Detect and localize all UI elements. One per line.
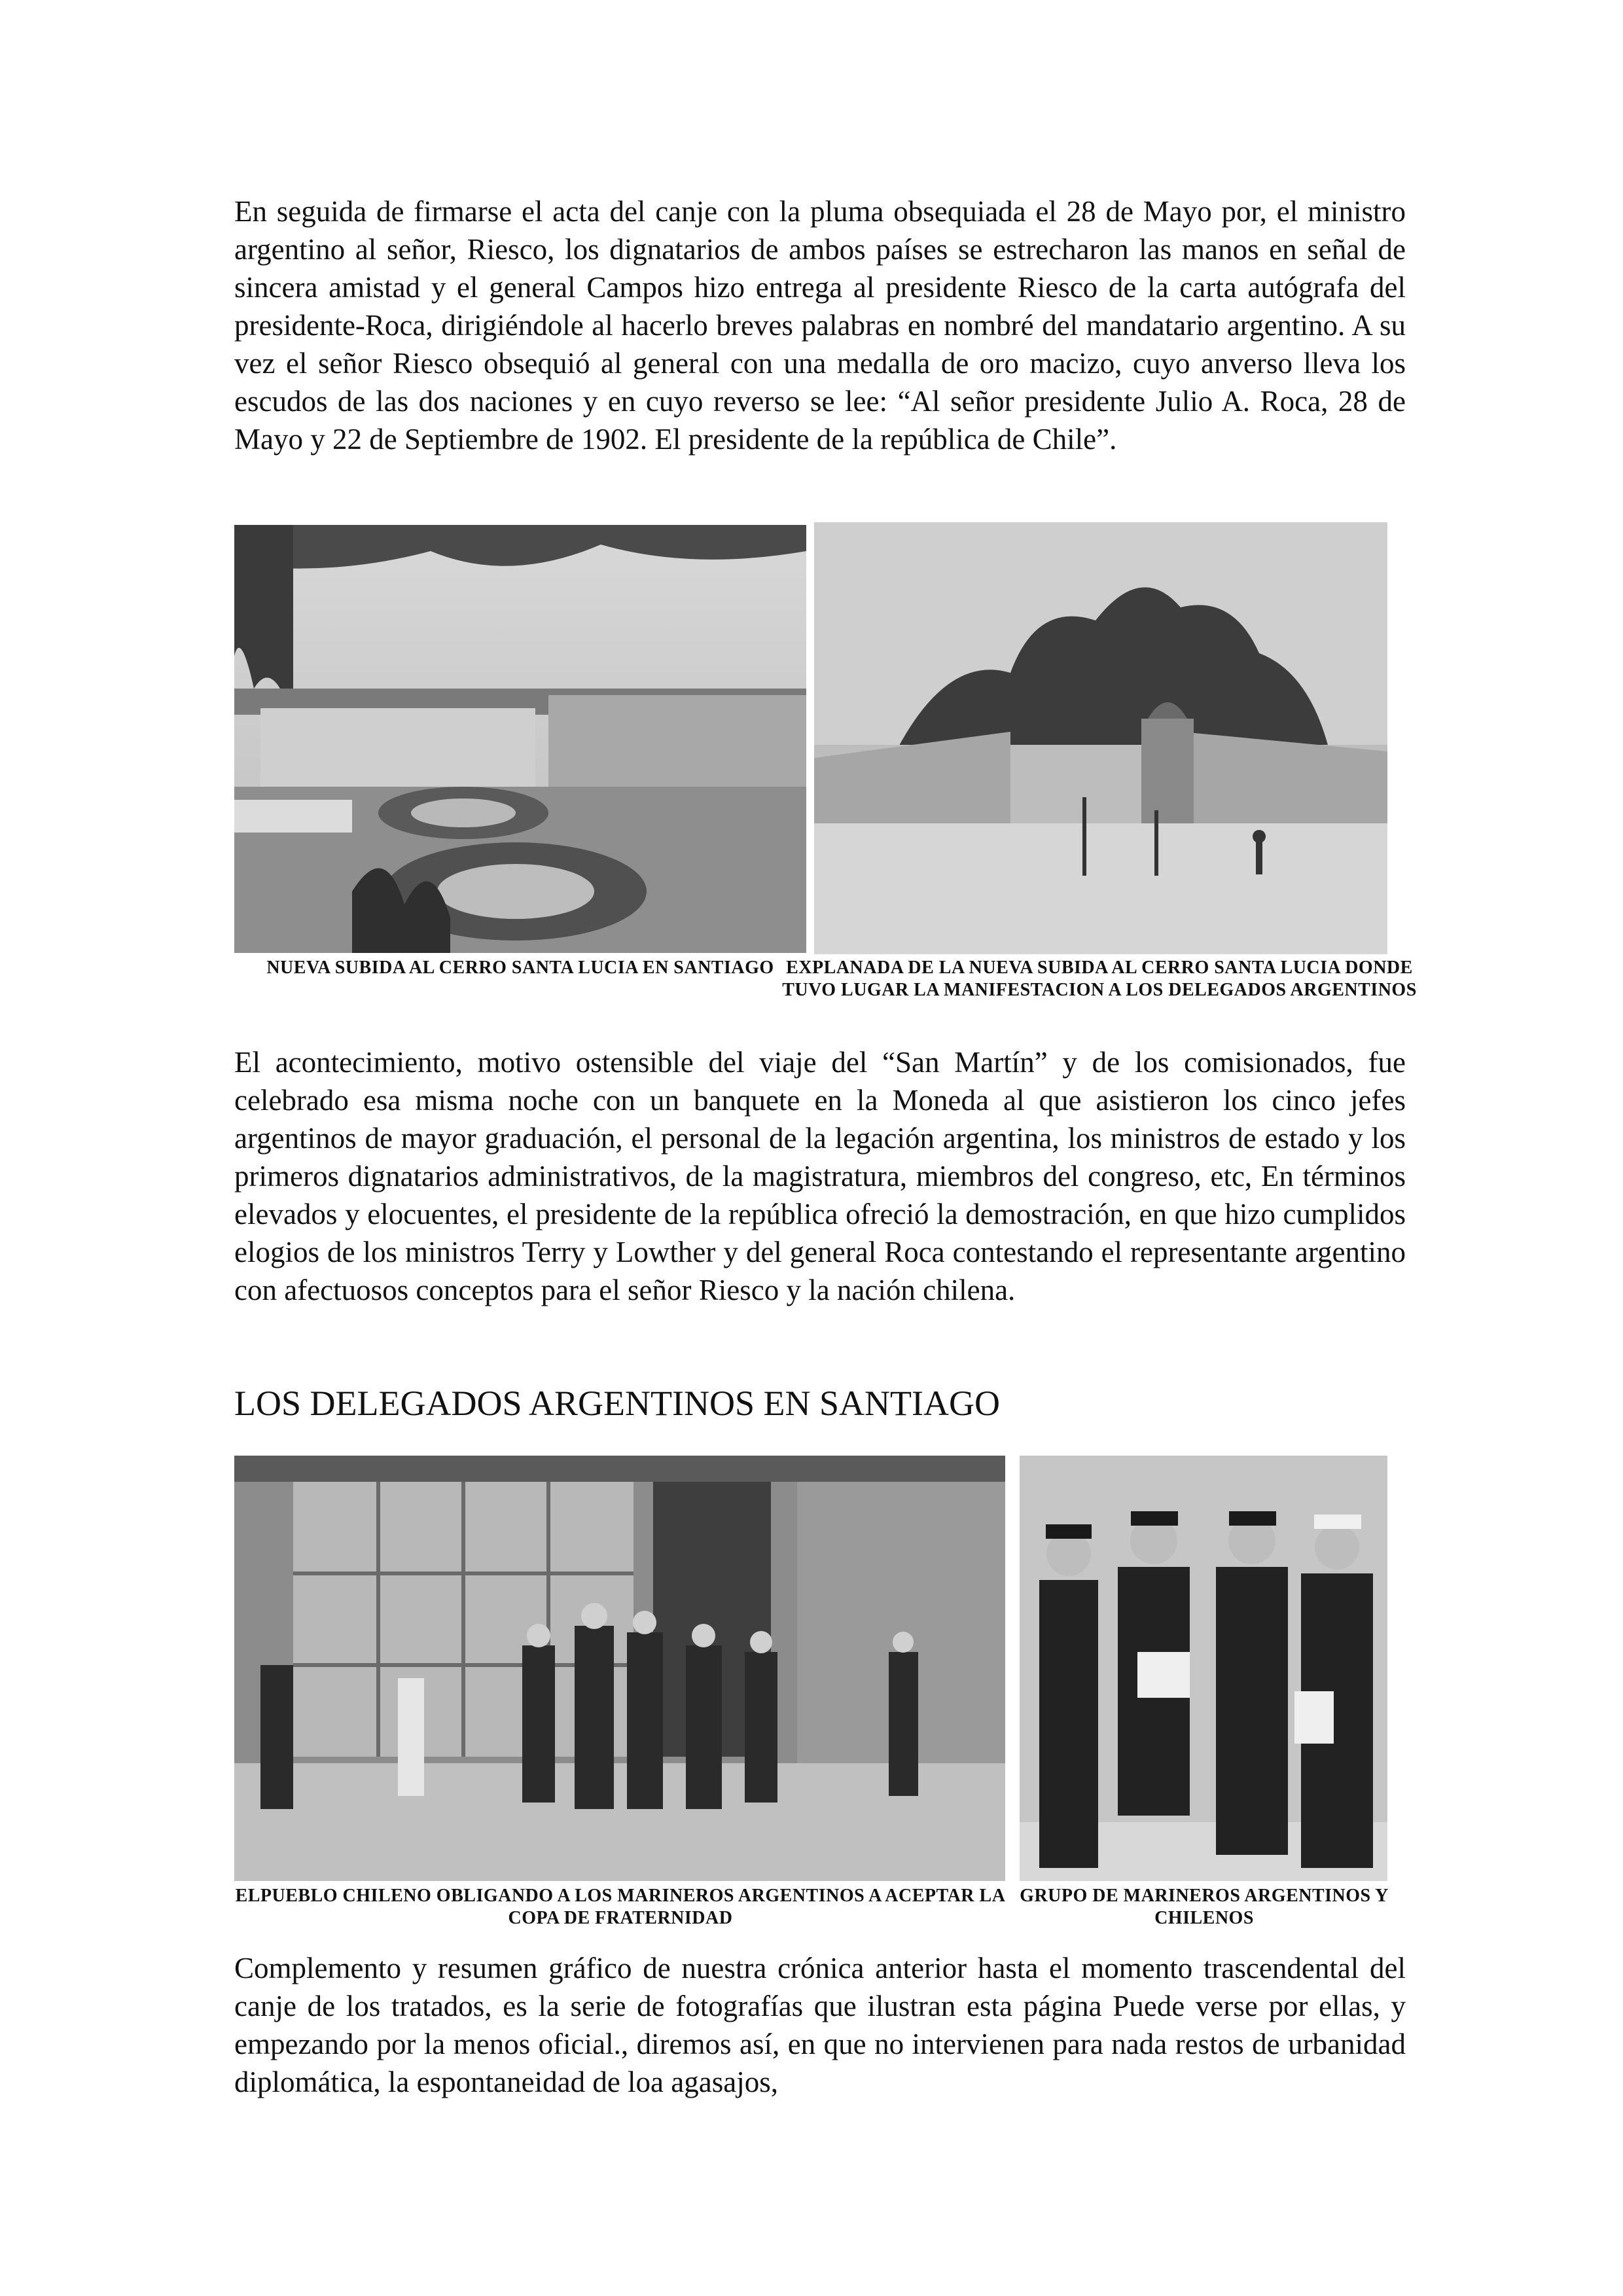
section-heading: LOS DELEGADOS ARGENTINOS EN SANTIAGO [234, 1384, 1000, 1423]
paragraph-complemento: Complemento y resumen gráfico de nuestra crónica anterior hasta el momento trascendental del canje de los tratados, es la serie de fotografías que ilustran esta página Puede verse por ellas, y empezando por la menos oficial., diremos así, en que no intervienen para nada restos de urbanidad diplomática, la espontaneidad de loa agasajos, [234, 1952, 1406, 2098]
photo-explanada-santa-lucia [814, 522, 1387, 954]
photo-pueblo-chileno-marineros [234, 1456, 1005, 1881]
caption-grupo-marineros: GRUPO DE MARINEROS ARGENTINOS Y CHILENOS [1020, 1886, 1389, 1928]
paragraph-canje: En seguida de firmarse el acta del canje con la pluma obsequiada el 28 de Mayo por, el ministro argentino al señor, Riesco, los dignatarios de ambos países se estrecharon las manos en señal de sincera amistad y el general Campos hizo entrega al presidente Riesco de la carta autógrafa del presidente-Roca, dirigiéndole al hacerlo breves palabras en nombré del mandatario argentino. A su vez el señor Riesco obsequió al general con una medalla de oro macizo, cuyo anverso lleva los escudos de las dos naciones y en cuyo reverso se lee: “Al señor presidente Julio A. Roca, 28 de Mayo y 22 de Septiembre de 1902. El presidente de la república de Chile”. [234, 195, 1406, 456]
photo-grupo-marineros [1020, 1456, 1387, 1881]
caption-pueblo-chileno: ELPUEBLO CHILENO OBLIGANDO A LOS MARINEROS ARGENTINOS A ACEPTAR LA COPA DE FRATERNIDAD [235, 1886, 1006, 1928]
paragraph-banquete: El acontecimiento, motivo ostensible del viaje del “San Martín” y de los comisionados, fue celebrado esa misma noche con un banquete en la Moneda al que asistieron los cinco jefes argentinos de mayor graduación, el personal de la legación argentina, los ministros de estado y los primeros dignatarios administrativos, de la magistratura, miembros del congreso, etc, En términos elevados y elocuentes, el presidente de la república ofreció la demostración, en que hizo cumplidos elogios de los ministros Terry y Lowther y del general Roca contestando el representante argentino con afectuosos conceptos para el señor Riesco y la nación chilena. [234, 1046, 1406, 1306]
caption-explanada: EXPLANADA DE LA NUEVA SUBIDA AL CERRO SANTA LUCIA DONDE TUVO LUGAR LA MANIFESTACION A LOS DELEGADOS ARGENTINOS [782, 958, 1417, 1000]
photo-nueva-subida-santa-lucia [234, 525, 806, 953]
caption-nueva-subida: NUEVA SUBIDA AL CERRO SANTA LUCIA EN SANTIAGO [266, 958, 774, 978]
